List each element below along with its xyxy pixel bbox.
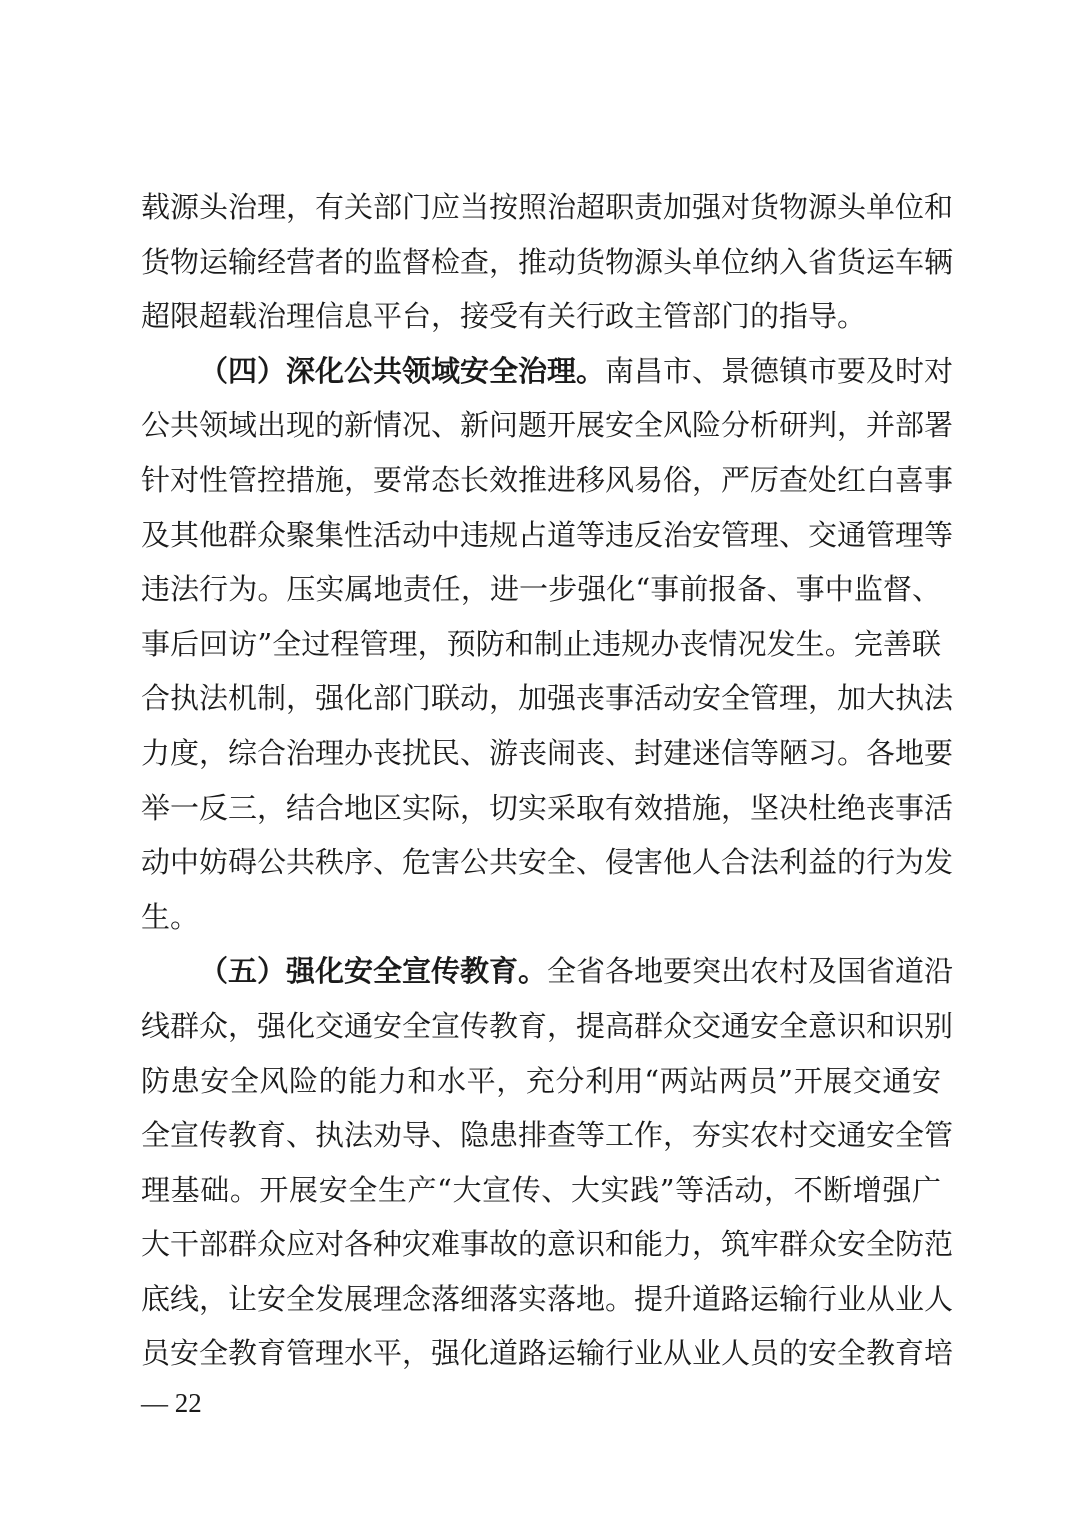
section-heading-four: （四）深化公共领域安全治理。 — [199, 353, 606, 388]
text-line: 针对性管控措施，要常态长效推进移风易俗，严厉查处红白喜事 — [141, 462, 954, 497]
section-heading-five: （五）强化安全宣传教育。 — [199, 954, 548, 989]
text-line: 举一反三，结合地区实际，切实采取有效措施，坚决杜绝丧事活 — [141, 790, 954, 825]
section-heading-line — [141, 344, 954, 399]
section-text: 南昌市、景德镇市要及时对 — [605, 353, 954, 388]
text-line: 动中妨碍公共秩序、危害公共安全、侵害他人合法利益的行为发 — [141, 845, 954, 880]
text-line: 力度，综合治理办丧扰民、游丧闹丧、封建迷信等陋习。各地要 — [141, 735, 954, 770]
text-line: 合执法机制，强化部门联动，加强丧事活动安全管理，加大执法 — [141, 681, 954, 716]
text-line: 员安全教育管理水平，强化道路运输行业从业人员的安全教育培 — [141, 1336, 954, 1371]
text-line: 理基础。开展安全生产“大宣传、大实践”等活动，不断增强广 — [141, 1172, 941, 1207]
section-heading-line — [141, 944, 954, 999]
page-number: — 22 — [141, 1388, 202, 1418]
text-line: 事后回访”全过程管理，预防和制止违规办丧情况发生。完善联 — [141, 626, 941, 661]
text-line: 大干部群众应对各种灾难事故的意识和能力，筑牢群众安全防范 — [141, 1227, 954, 1262]
text-line: 超限超载治理信息平台，接受有关行政主管部门的指导。 — [141, 299, 867, 334]
text-line: 货物运输经营者的监督检查，推动货物源头单位纳入省货运车辆 — [141, 244, 954, 279]
text-line: 底线，让安全发展理念落细落实落地。提升道路运输行业从业人 — [141, 1281, 954, 1316]
section-text: 全省各地要突出农村及国省道沿 — [547, 954, 954, 989]
text-line: 违法行为。压实属地责任，进一步强化“事前报备、事中监督、 — [141, 572, 941, 607]
text-line: 防患安全风险的能力和水平，充分利用“两站两员”开展交通安 — [141, 1063, 941, 1098]
text-line: 载源头治理，有关部门应当按照治超职责加强对货物源头单位和 — [141, 190, 954, 224]
text-line: 生。 — [141, 899, 200, 934]
text-line: 及其他群众聚集性活动中违规占道等违反治安管理、交通管理等 — [141, 517, 954, 552]
text-line: 全宣传教育、执法劝导、隐患排查等工作，夯实农村交通安全管 — [141, 1118, 954, 1153]
text-line: 公共领域出现的新情况、新问题开展安全风险分析研判，并部署 — [141, 408, 954, 443]
text-line: 线群众，强化交通安全宣传教育，提高群众交通安全意识和识别 — [141, 1008, 954, 1043]
body-text — [141, 180, 954, 1381]
